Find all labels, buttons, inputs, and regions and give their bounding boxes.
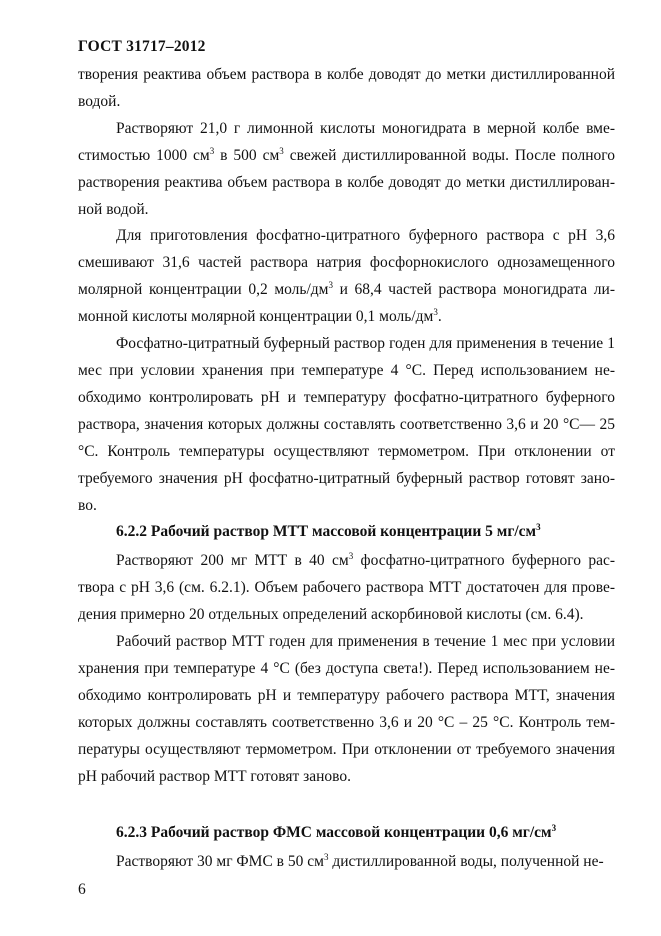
document-body bbox=[78, 62, 615, 876]
document-header: ГОСТ 31717–2012 bbox=[78, 38, 206, 55]
paragraph-buffer-preparation: Для приготовления фосфатно-цитратного буферного раствора с pH 3,6 смешивают 31,6 частей раствора натрия фосфорнокислого однозамещенного молярной концентрации 0,2 моль/$дм^3$ и 68,4 частей раствора моногидрата ли-монной кислоты молярной концентрации 0,1 моль/$дм^3$. bbox=[78, 227, 615, 326]
section-heading-6-2-3: 6.2.3 Рабочий раствор ФМС массовой концентрации 0,6 $мг/см^3$ bbox=[116, 823, 557, 842]
paragraph-continuation: творения реактива объем раствора в колбе доводят до метки дистиллированной водой. bbox=[78, 66, 615, 110]
page-number: 6 bbox=[78, 881, 86, 898]
paragraph-fms-preparation: Растворяют 30 мг ФМС в 50 $см^3$ дистиллированной воды, полученной не- bbox=[116, 852, 604, 871]
paragraph-mtt-preparation: Растворяют 200 мг МТТ в 40 $см^3$ фосфатно-цитратного буферного рас-твора с pH 3,6 (см. 6.2.1). Объем рабочего раствора МТТ достаточен для прове-дения примерно 20 отдельных определений аскорбиновой кислоты (см. 6.4). bbox=[78, 551, 615, 624]
paragraph-buffer-storage: Фосфатно-цитратный буферный раствор годен для применения в течение 1 мес при условии хранения при температуре 4 °С. Перед использованием не-обходимо контролировать pH и температуру фосфатно-цитратного буферного раствора, значения которых должны составлять соответственно 3,6 и 20 °С— 25 °С. Контроль температуры осуществляют термометром. При отклонении от требуемого значения pH фосфатно-цитратный буферный раствор готовят зано-во. bbox=[78, 335, 615, 514]
paragraph-citric-acid: Растворяют 21,0 г лимонной кислоты моногидрата в мерной колбе вме-стимостью 1000 $см^3$ в 500 $см^3$ свежей дистиллированной воды. После полного растворения реактива объем раствора в колбе доводят до метки дистиллирован-ной водой. bbox=[78, 119, 615, 218]
section-heading-6-2-2: 6.2.2 Рабочий раствор МТТ массовой концентрации 5 $мг/см^3$ bbox=[116, 522, 541, 541]
paragraph-mtt-storage: Рабочий раствор МТТ годен для применения в течение 1 мес при условии хранения при температуре 4 °С (без доступа света!). Перед использованием не-обходимо контролировать pH и температуру рабочего раствора МТТ, значения которых должны составлять соответственно 3,6 и 20 °С – 25 °С. Контроль тем-пературы осуществляют термометром. При отклонении от требуемого значения pH рабочий раствор МТТ готовят заново. bbox=[78, 633, 615, 785]
